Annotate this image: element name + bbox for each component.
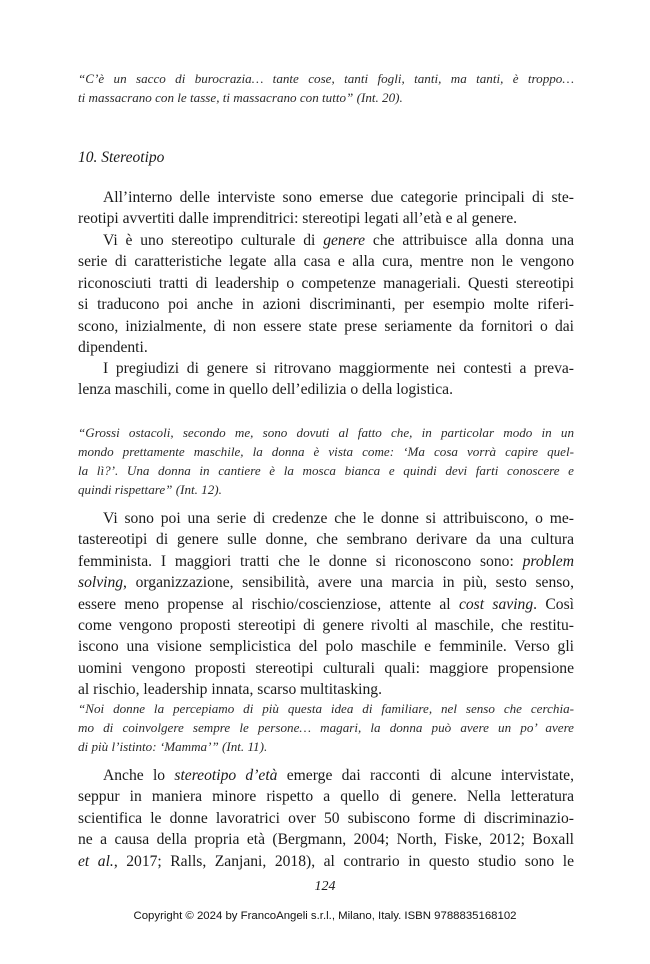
emphasis-genere: genere	[323, 232, 366, 249]
text-line: si traducono poi anche in azioni discriminanti, per esempio molte riferi-	[78, 296, 574, 314]
emphasis-solving: solving	[78, 574, 124, 592]
quote-line: “Noi donne la percepiamo di più questa idea di familiare, nel senso che cerchia-	[78, 701, 574, 716]
interview-quote-20	[78, 69, 574, 107]
emphasis-problem: problem	[522, 552, 574, 570]
text-line: solving, organizzazione, sensibilità, avere una marcia in più, sesto senso,	[78, 574, 574, 592]
text-line: et al., 2017; Ralls, Zanjani, 2018), al contrario in questo studio sono le	[78, 852, 574, 870]
text-line: ne a causa della propria età (Bergmann, 2004; North, Fiske, 2012; Boxall	[78, 831, 574, 849]
text-line: come vengono proposti stereotipi di genere rivolti al maschile, che restitu-	[78, 617, 574, 635]
text-line: uomini vengono proposti stereotipi culturali quali: maggiore propensione	[78, 659, 574, 677]
text-line: femminista. I maggiori tratti che le donne si riconoscono sono: problem	[78, 552, 574, 570]
paragraph-age-stereotype	[78, 765, 574, 872]
text-line: reotipi avvertiti dalle imprenditrici: stereotipi legati all’età e al genere.	[78, 210, 518, 228]
text-line: essere meno propense al rischio/coscienziose, attente al cost saving. Così	[78, 595, 574, 613]
emphasis-cost-saving: cost saving	[458, 595, 534, 613]
text-line: serie di caratteristiche legate alla casa e alla cura, mentre non le vengono	[78, 253, 574, 271]
text-line: Vi è uno stereotipo culturale di genere che attribuisce alla donna una	[103, 232, 574, 249]
quote-line: mondo prettamente maschile, la donna è vista come: ‘Ma cosa vorrà capire quel-	[78, 444, 574, 459]
paragraph-gender-stereotype	[78, 230, 574, 358]
text-line: iscono una visione semplicistica del polo maschile e femminile. Verso gli	[78, 638, 574, 656]
quote-line: la lì?’. Una donna in cantiere è la mosca bianca e quindi devi farti conoscere e	[78, 463, 574, 478]
text-line: seppur in maniera minore rispetto a quello di genere. Nella letteratura	[78, 788, 574, 806]
paragraph-metastereotypes	[78, 508, 574, 701]
emphasis-age-stereotype: stereotipo d’età	[174, 767, 278, 784]
quote-line: ti massacrano con le tasse, ti massacrano con tutto” (Int. 20).	[78, 90, 403, 105]
copyright-notice: Copyright © 2024 by FrancoAngeli s.r.l., Milano, Italy. ISBN 9788835168102	[133, 910, 517, 922]
interview-quote-12	[78, 423, 574, 499]
quote-line: “C’è un sacco di burocrazia… tante cose, tanti fogli, tanti, ma tanti, è troppo…	[78, 71, 574, 86]
text-line: scientifica le donne lavoratrici over 50 subiscono forme di discriminazio-	[78, 809, 574, 827]
section-heading: 10. Stereotipo	[78, 149, 165, 166]
interview-quote-11	[78, 699, 574, 756]
quote-line: di più l’istinto: ‘Mamma’” (Int. 11).	[78, 739, 268, 754]
page-number: 124	[314, 879, 336, 894]
text-line: dipendenti.	[78, 339, 148, 357]
text-line: tastereotipi di genere sulle donne, che sembrano derivare da una cultura	[78, 531, 574, 549]
text-line: scono, inizialmente, di non essere state prese seriamente da fornitori o dai	[78, 317, 574, 335]
text-line: lenza maschili, come in quello dell’edilizia o della logistica.	[78, 381, 453, 399]
text-line: Anche lo stereotipo d’età emerge dai racconti di alcune intervistate,	[103, 767, 574, 784]
quote-line: quindi rispettare” (Int. 12).	[78, 482, 222, 497]
text-line: al rischio, leadership innata, scarso multitasking.	[78, 681, 383, 699]
quote-line: mo di coinvolgere sempre le persone… magari, la donna può avere un po’ avere	[78, 720, 574, 735]
emphasis-et-al: et al.	[78, 852, 114, 870]
text-line: All’interno delle interviste sono emerse due categorie principali di ste-	[103, 189, 574, 206]
paragraph-prejudice	[78, 358, 574, 401]
paragraph-intro	[78, 187, 574, 230]
text-line: riconosciuti tratti di leadership o competenze manageriali. Questi stereotipi	[78, 274, 574, 292]
text-line: Vi sono poi una serie di credenze che le donne si attribuiscono, o me-	[103, 510, 574, 527]
text-line: I pregiudizi di genere si ritrovano maggiormente nei contesti a preva-	[103, 360, 574, 377]
quote-line: “Grossi ostacoli, secondo me, sono dovuti al fatto che, in particolar modo in un	[78, 425, 574, 440]
